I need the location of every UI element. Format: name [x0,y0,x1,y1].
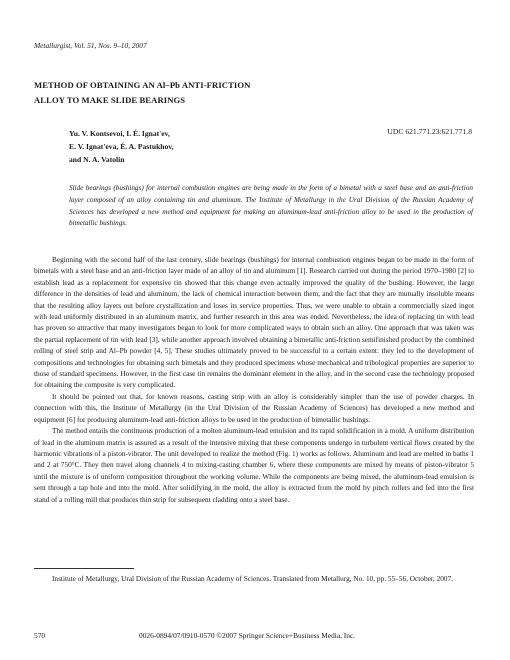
author-list [69,127,174,166]
body-text [34,254,474,505]
paragraph-3: The method entails the continuous production of a molten aluminum-lead emulsion and its rapid solidification in a mold. A uniform distribution of lead in the aluminum matrix is assured as a result of the intensive mixing that these components undergo in turbulent vertical flows created by the harmonic vibrations of a piston-vibrator. The unit developed to realize the method (Fig. 1) works as follows. Aluminum and lead are melted in baths 1 and 2 at 750°C. They then travel along channels 4 to mixing-casting chamber 6, where these components are mixed by means of piston-vibrator 5 until the mixture is of uniform composition throughout the working volume. While the components are being mixed, the aluminum-lead emulsion is sent through a tap hole and into the mold. After solidifying in the mold, the alloy is extracted from the mold by pinch rollers and fed into the first stand of a rolling mill that produces thin strip for subsequent cladding onto a steel base. [34,426,474,504]
affiliation-footnote: Institute of Metallurgy, Ural Division of the Russian Academy of Sciences. Translated from Metallurg, No. 10, pp. 55–56, October, 2007. [52,574,454,583]
abstract: Slide bearings (bushings) for internal combustion engines are being made in the form of a bimetal with a steel base and an anti-friction layer composed of an alloy containing tin and aluminum. The Institute of Metallurgy in the Ural Division of the Russian Academy of Sciences has developed a new method and equipment for making an aluminum-lead anti-friction alloy to be used in the production of bimetallic bushings. [69,184,473,228]
authors-line-1: Yu. V. Kontsevoi, I. É. Ignat'ev, [69,129,170,138]
title-line-1: METHOD OF OBTAINING AN Al–Pb ANTI-FRICTION [34,80,251,90]
udc-code: UDC 621.771.23:621.771.8 [387,127,472,136]
paragraph-2: It should be pointed out that, for known reasons, casting strip with an alloy is considerably simpler than the use of powder charges. In connection with this, the Institute of Metallurgy (in the Ural Division of the Russian Academy of Sciences) has developed a new method and equipment [6] for producing aluminum-lead anti-friction alloys to be used in the production of bimetallic bushings. [34,391,474,424]
footnote-divider [34,568,134,569]
authors-line-3: and N. A. Vatolin [69,155,125,164]
copyright-line: 0026-0894/07/0910-0570 ©2007 Springer Science+Business Media, Inc. [139,631,356,640]
authors-line-2: E. V. Ignat'eva, É. A. Pastukhov, [69,142,174,151]
article-title [34,78,250,108]
title-line-2: ALLOY TO MAKE SLIDE BEARINGS [34,95,186,105]
paragraph-1: Beginning with the second half of the last century, slide bearings (bushings) for internal combustion engines began to be made in the form of bimetals with a steel base and an anti-friction layer made of an alloy of tin and aluminum [1]. Research carried out during the period 1970–1980 [2] to establish lead as a replacement for expensive tin showed that this change even actually improved the quality of the bushing. However, the large difference in the densities of lead and aluminum, the lack of chemical interaction between them, and the fact that they are mutually insoluble means that the resulting alloy layers out before crystallization and loses its service properties. Thus, we were unable to obtain a commercially sized ingot with lead uniformly distributed in an aluminum matrix, and further research in this area was ended. Nevertheless, the idea of replacing tin with lead has proven so attractive that many investigators began to look for more complicated ways to obtain such an alloy. One approach that was taken was the partial replacement of tin with lead [3], while another approach involved obtaining a bimetallic anti-friction semifinished product by the combined rolling of steel strip and Al–Pb powder [4, 5]. These studies ultimately proved to be successful to a certain extent: they led to the development of compositions and technologies for obtaining such bimetals and they produced specimens whose mechanical and tribological properties are superior to those of standard specimens. However, in the first case tin remains the dominant element in the alloy, and in the second case the technology proposed for obtaining the composite is very complicated. [34,255,474,390]
journal-citation: Metallurgist, Vol. 51, Nos. 9–10, 2007 [34,41,147,50]
page-number: 570 [34,631,46,640]
